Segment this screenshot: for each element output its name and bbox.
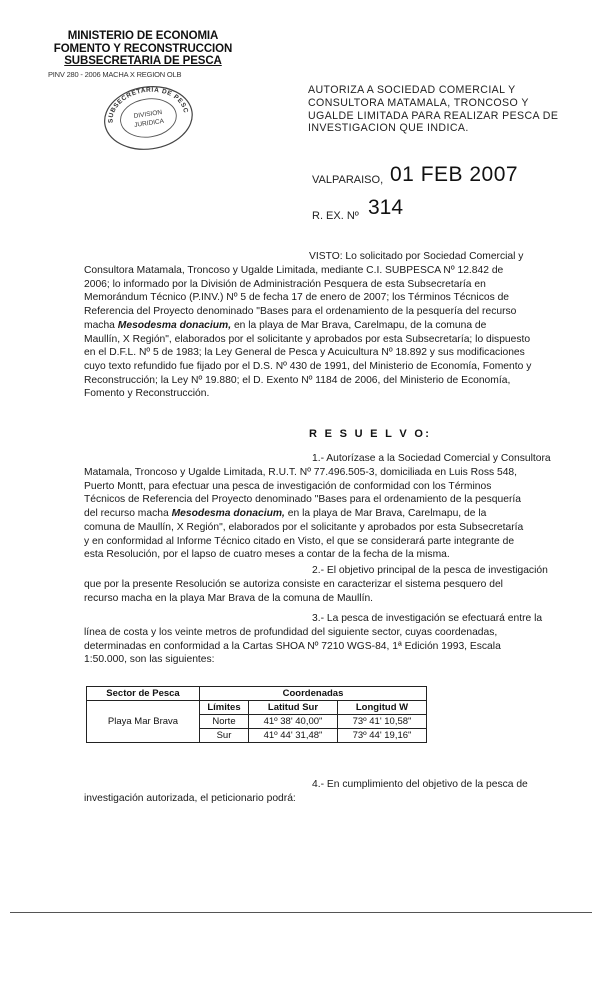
visto-text: macha (84, 319, 115, 331)
header-longitude: Longitud W (338, 701, 427, 715)
visto-paragraph (84, 264, 581, 401)
row-longitude: 73º 44' 19,16" (338, 729, 427, 743)
row-latitude: 41º 38' 40,00" (249, 715, 338, 729)
p3-line: 1:50.000, son las siguientes: (84, 654, 215, 666)
resuelvo-heading: R E S U E L V O: (309, 428, 432, 440)
p3-line: línea de costa y los veinte metros de profundidad del siguiente sector, cuyas coordenadas, (84, 627, 498, 638)
ministry-line-2: FOMENTO Y RECONSTRUCCION (53, 42, 233, 55)
p1-line: Matamala, Troncoso y Ugalde Limitada, R.U.T. Nº 77.496.505-3, domiciliada en Luis Ross 548, (84, 467, 518, 478)
p1-line: y en conformidad al Informe Técnico citado en Visto, el que se considerará parte integrante de (84, 535, 515, 547)
paragraph-3 (84, 626, 581, 667)
stamp-center-line-1: DIVISION (133, 109, 163, 120)
p1-line: Técnicos de Referencia del Proyecto denominado "Bases para el ordenamiento de la pesquería (84, 494, 521, 506)
table-header-row (87, 687, 427, 701)
header-sector: Sector de Pesca (87, 687, 200, 701)
coordinates-table (86, 686, 427, 743)
stamp-ring-text: SUBSECRETARIA DE PESCA (107, 86, 190, 124)
visto-line: Fomento y Reconstrucción. (84, 388, 210, 400)
visto-line: en el D.F.L. Nº 5 de 1983; la Ley General de Pesca y Acuicultura Nº 18.892 y sus modificaciones (84, 347, 525, 359)
p2-line: que por la presente Resolución se autoriza consiste en caracterizar el sistema pesquero del (84, 579, 503, 590)
visto-line: Consultora Matamala, Troncoso y Ugalde Limitada, mediante C.I. SUBPESCA Nº 12.842 de (84, 265, 504, 276)
visto-line: Reconstrucción; la Ley Nº 19.880; el D. Exento Nº 1184 de 2006, del Ministerio de Economía, (84, 374, 511, 386)
p1-line: Puerto Montt, para efectuar una pesca de investigación de conformidad con los Términos (84, 480, 492, 492)
p1-line (84, 507, 581, 521)
p2-first-line: 2.- El objetivo principal de la pesca de investigación (312, 565, 548, 576)
p4-first-line: 4.- En cumplimiento del objetivo de la pesca de (312, 779, 528, 790)
stamp-center-line-2: JURIDICA (133, 117, 165, 129)
visto-line (84, 319, 581, 333)
p1-line: comuna de Maullín, X Región", elaborados por el solicitante y aprobados por esta Subsecretaría (84, 521, 524, 533)
visto-line: Referencia del Proyecto denominado "Bases para el ordenamiento de la pesquería del recurso (84, 306, 517, 318)
paragraph-2 (84, 578, 581, 605)
reference-code: PINV 280 - 2006 MACHA X REGION OLB (48, 70, 182, 79)
visto-line: Maullín, X Región", elaborados por el solicitante y aprobados por esta Subsecretaría; lo dispuesto (84, 333, 531, 345)
ministry-line-1: MINISTERIO DE ECONOMIA (67, 30, 219, 42)
row-limite: Sur (200, 729, 249, 743)
subsecretaria-line: SUBSECRETARIA DE PESCA (64, 55, 222, 67)
paragraph-4 (84, 792, 581, 806)
row-latitude: 41º 44' 31,48" (249, 729, 338, 743)
resolution-title: AUTORIZA A SOCIEDAD COMERCIAL Y CONSULTORA MATAMALA, TRONCOSO Y UGALDE LIMITADA PARA REALIZAR PESCA DE INVESTIGACION QUE INDICA. (308, 84, 559, 135)
header-latitude: Latitud Sur (249, 701, 338, 715)
visto-line: cuyo texto refundido fue fijado por el D.S. Nº 430 de 1991, del Ministerio de Economía, Fomento y (84, 360, 532, 372)
visto-line: 2006; lo informado por la División de Administración Pesquera de esta Subsecretaría en (84, 278, 486, 290)
visto-text: en la playa de Mar Brava, Carelmapu, de la comuna de (233, 319, 487, 331)
place: VALPARAISO, (312, 174, 384, 186)
p3-first-line: 3.- La pesca de investigación se efectuará entre la (312, 613, 543, 624)
p1-text: en la playa de Mar Brava, Carelmapu, de la (287, 508, 487, 520)
table-subheader-row (87, 701, 427, 715)
stamped-date: 01 FEB 2007 (390, 163, 519, 186)
p3-line: determinadas en conformidad a la Cartas SHOA Nº 7210 WGS-84, 1ª Edición 1993, Escala (84, 640, 501, 652)
species-name: Mesodesma donacium, (171, 508, 285, 520)
header-coordinates: Coordenadas (200, 687, 427, 701)
official-stamp (98, 80, 198, 150)
p1-text: del recurso macha (84, 508, 169, 520)
ministry-header (48, 30, 238, 68)
resolution-label: R. EX. Nº (312, 210, 359, 222)
p2-line: recurso macha en la playa Mar Brava de la comuna de Maullín. (84, 592, 374, 604)
header-limites: Límites (200, 701, 249, 715)
sector-name: Playa Mar Brava (87, 701, 200, 743)
visto-line: Memorándum Técnico (P.INV.) Nº 5 de fecha 17 de enero de 2007; los Términos Técnicos de (84, 292, 510, 304)
resolution-number: 314 (368, 196, 404, 219)
p4-line: investigación autorizada, el peticionario podrá: (84, 793, 296, 804)
p1-line: esta Resolución, por el lapso de cuatro meses a contar de la fecha de la misma. (84, 549, 450, 561)
visto-line: VISTO: Lo solicitado por Sociedad Comercial y (309, 251, 524, 262)
row-limite: Norte (200, 715, 249, 729)
row-longitude: 73º 41' 10,58" (338, 715, 427, 729)
visto-first-line (309, 250, 581, 264)
p1-first-line: 1.- Autorízase a la Sociedad Comercial y Consultora (312, 453, 551, 464)
page-bottom-divider (10, 912, 592, 913)
species-name: Mesodesma donacium, (117, 319, 232, 331)
paragraph-1 (84, 466, 581, 562)
